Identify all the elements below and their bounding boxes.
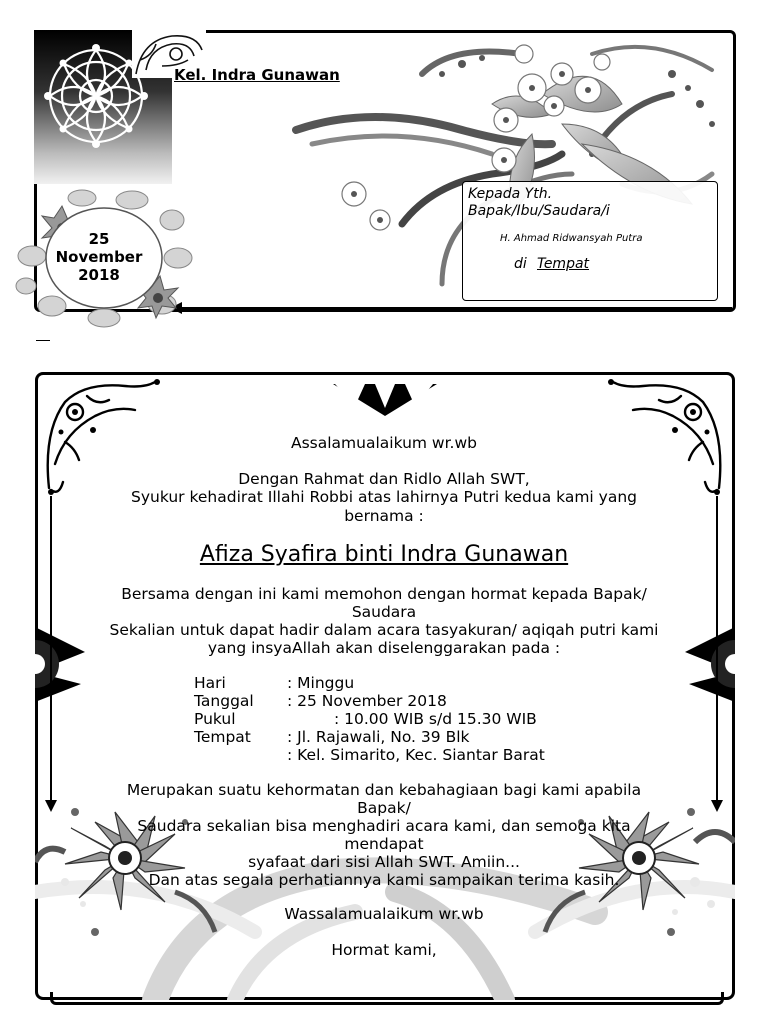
- closing-line: Dan atas segala perhatiannya kami sampaikan terima kasih.: [148, 871, 620, 889]
- divider: [36, 340, 50, 341]
- request-line: Bersama dengan ini kami memohon dengan hormat kepada Bapak/: [121, 585, 647, 603]
- recipient-name: H. Ahmad Ridwansyah Putra: [500, 233, 643, 244]
- event-date-badge: [47, 230, 151, 284]
- detail-day-label: Hari: [194, 674, 226, 692]
- request-line: yang insyaAllah akan diselenggarakan pada :: [207, 639, 561, 657]
- address-place: Tempat: [537, 256, 590, 272]
- sunburst-top-icon: [333, 384, 437, 416]
- detail-time-label: Pukul: [194, 710, 236, 728]
- child-name: Afiza Syafira binti Indra Gunawan: [199, 542, 569, 567]
- closing-line: Bapak/: [357, 799, 411, 817]
- closing-line: syafaat dari sisi Allah SWT. Amiin...: [248, 853, 520, 871]
- detail-place-value: : Jl. Rajawali, No. 39 Blk: [287, 728, 470, 746]
- address-recipients: Bapak/Ibu/Saudara/i: [468, 203, 610, 219]
- detail-date-label: Tanggal: [194, 692, 254, 710]
- address-place-prefix: di: [514, 256, 527, 272]
- closing-line: mendapat: [344, 835, 424, 853]
- opening-line: bernama :: [344, 507, 424, 525]
- family-name: Kel. Indra Gunawan: [174, 66, 340, 84]
- date-year: 2018: [78, 266, 120, 284]
- farewell: Wassalamualaikum wr.wb: [284, 905, 484, 923]
- detail-time-value: : 10.00 WIB s/d 15.30 WIB: [334, 710, 537, 728]
- address-salutation: Kepada Yth.: [468, 186, 553, 202]
- opening-line: Syukur kehadirat Illahi Robbi atas lahirnya Putri kedua kami yang: [131, 488, 637, 506]
- detail-date-value: : 25 November 2018: [287, 692, 447, 710]
- closing-line: Merupakan suatu kehormatan dan kebahagiaan bagi kami apabila: [126, 781, 642, 799]
- request-line: Sekalian untuk dapat hadir dalam acara tasyakuran/ aqiqah putri kami: [109, 621, 659, 639]
- detail-day-value: : Minggu: [287, 674, 355, 692]
- detail-place-value: : Kel. Simarito, Kec. Siantar Barat: [287, 746, 545, 764]
- date-day: 25: [88, 230, 110, 248]
- greeting: Assalamualaikum wr.wb: [290, 434, 477, 452]
- closing-line: Saudara sekalian bisa menghadiri acara kami, dan semoga kita: [137, 817, 631, 835]
- date-month: November: [55, 248, 143, 266]
- signoff: Hormat kami,: [331, 941, 437, 959]
- detail-place-label: Tempat: [194, 728, 251, 746]
- envelope-shadow-line: [172, 307, 732, 309]
- opening-line: Dengan Rahmat dan Ridlo Allah SWT,: [238, 470, 530, 488]
- request-line: Saudara: [351, 603, 417, 621]
